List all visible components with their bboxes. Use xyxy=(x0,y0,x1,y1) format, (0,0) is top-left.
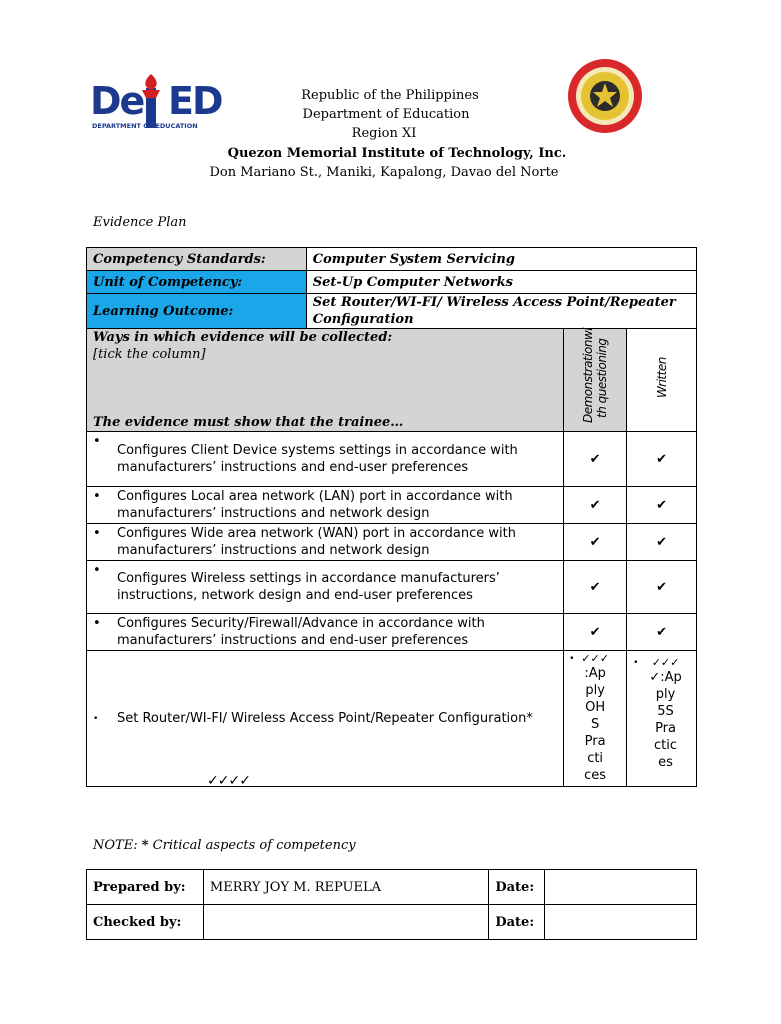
info-row xyxy=(87,271,697,294)
signature-row xyxy=(87,870,697,905)
signature-label: Checked by: xyxy=(87,905,204,940)
evidence-table xyxy=(86,247,697,787)
svg-text:De: De xyxy=(90,79,144,123)
method-written-header: Written xyxy=(627,329,697,432)
check-demonstration: ✔ xyxy=(564,524,627,561)
ways-evidence-note: The evidence must show that the trainee… xyxy=(93,415,404,430)
criteria-text: • Set Router/WI-FI/ Wireless Access Point/Repeater Configuration* xyxy=(87,651,564,787)
info-row xyxy=(87,248,697,271)
bullet-icon: • xyxy=(93,434,101,449)
header-line-3: Region XI xyxy=(351,126,417,141)
check-demonstration: ✔ xyxy=(564,614,627,651)
check-written: ✔ xyxy=(627,432,697,487)
written-critical-cell: • ✓✓✓ ✓:Ap ply 5S Pra ctic es xyxy=(627,651,697,787)
ways-title: Ways in which evidence will be collected: xyxy=(93,330,393,345)
check-demonstration: ✔ xyxy=(564,432,627,487)
criteria-row-critical xyxy=(87,651,697,787)
criteria-row xyxy=(87,614,697,651)
bullet-icon: • xyxy=(93,616,101,631)
demonstration-critical-cell: • ✓✓✓ :Ap ply OH S Pra cti ces xyxy=(564,651,627,787)
stray-check-marks: ✓✓✓✓ xyxy=(207,773,250,789)
bullet-icon: • xyxy=(93,563,101,578)
date-label: Date: xyxy=(489,905,545,940)
header-line-2: Department of Education xyxy=(302,107,470,122)
signature-label: Prepared by: xyxy=(87,870,204,905)
svg-text:ED: ED xyxy=(168,79,222,123)
bullet-icon: • xyxy=(569,654,575,664)
date-value xyxy=(545,870,697,905)
info-label: Unit of Competency: xyxy=(87,271,307,294)
check-marks: ✓✓✓ xyxy=(581,652,609,665)
check-written: ✔ xyxy=(627,561,697,614)
check-written: ✔ xyxy=(627,524,697,561)
note: NOTE: * Critical aspects of competency xyxy=(93,838,356,853)
criteria-row xyxy=(87,561,697,614)
ways-cell xyxy=(87,329,564,432)
header-line-1: Republic of the Philippines xyxy=(301,88,479,103)
ways-tick-note: [tick the column] xyxy=(93,347,206,362)
date-label: Date: xyxy=(489,870,545,905)
school-address: Don Mariano St., Maniki, Kapalong, Davao del Norte xyxy=(209,165,559,180)
info-value: Computer System Servicing xyxy=(306,248,696,271)
info-label: Competency Standards: xyxy=(87,248,307,271)
signature-table xyxy=(86,869,697,940)
check-marks: ✓✓✓ xyxy=(651,656,680,669)
criteria-row xyxy=(87,524,697,561)
bullet-icon: • xyxy=(93,713,99,724)
criteria-text: • Configures Security/Firewall/Advance in accordance with manufacturers’ instructions and end-user preferences xyxy=(87,614,564,651)
criteria-row xyxy=(87,432,697,487)
info-value: Set Router/WI-FI/ Wireless Access Point/Repeater Configuration xyxy=(306,294,696,329)
criteria-row xyxy=(87,487,697,524)
signature-row xyxy=(87,905,697,940)
criteria-text: • Configures Local area network (LAN) port in accordance with manufacturers’ instructions and network design xyxy=(87,487,564,524)
info-value: Set-Up Computer Networks xyxy=(306,271,696,294)
doc-title: Evidence Plan xyxy=(93,215,187,230)
criteria-text: • Configures Wide area network (WAN) port in accordance with manufacturers’ instructions and network design xyxy=(87,524,564,561)
deped-sub-text: DEPARTMENT OF EDUCATION xyxy=(92,122,198,130)
check-demonstration: ✔ xyxy=(564,487,627,524)
bullet-icon: • xyxy=(93,489,101,504)
signature-name xyxy=(203,905,488,940)
bullet-icon: • xyxy=(633,658,639,668)
bullet-icon: • xyxy=(93,526,101,541)
check-written: ✔ xyxy=(627,614,697,651)
method-demonstration-header: Demonstrationwi th questioning xyxy=(564,329,627,432)
criteria-text: • Configures Wireless settings in accordance manufacturers’ instructions, network design and end-user preferences xyxy=(87,561,564,614)
check-demonstration: ✔ xyxy=(564,561,627,614)
date-value xyxy=(545,905,697,940)
criteria-text: • Configures Client Device systems settings in accordance with manufacturers’ instructions and end-user preferences xyxy=(87,432,564,487)
check-written: ✔ xyxy=(627,487,697,524)
info-row xyxy=(87,294,697,329)
info-label: Learning Outcome: xyxy=(87,294,307,329)
school-name: Quezon Memorial Institute of Technology, Inc. xyxy=(227,146,567,161)
ways-header-row xyxy=(87,329,697,432)
signature-name: MERRY JOY M. REPUELA xyxy=(203,870,488,905)
